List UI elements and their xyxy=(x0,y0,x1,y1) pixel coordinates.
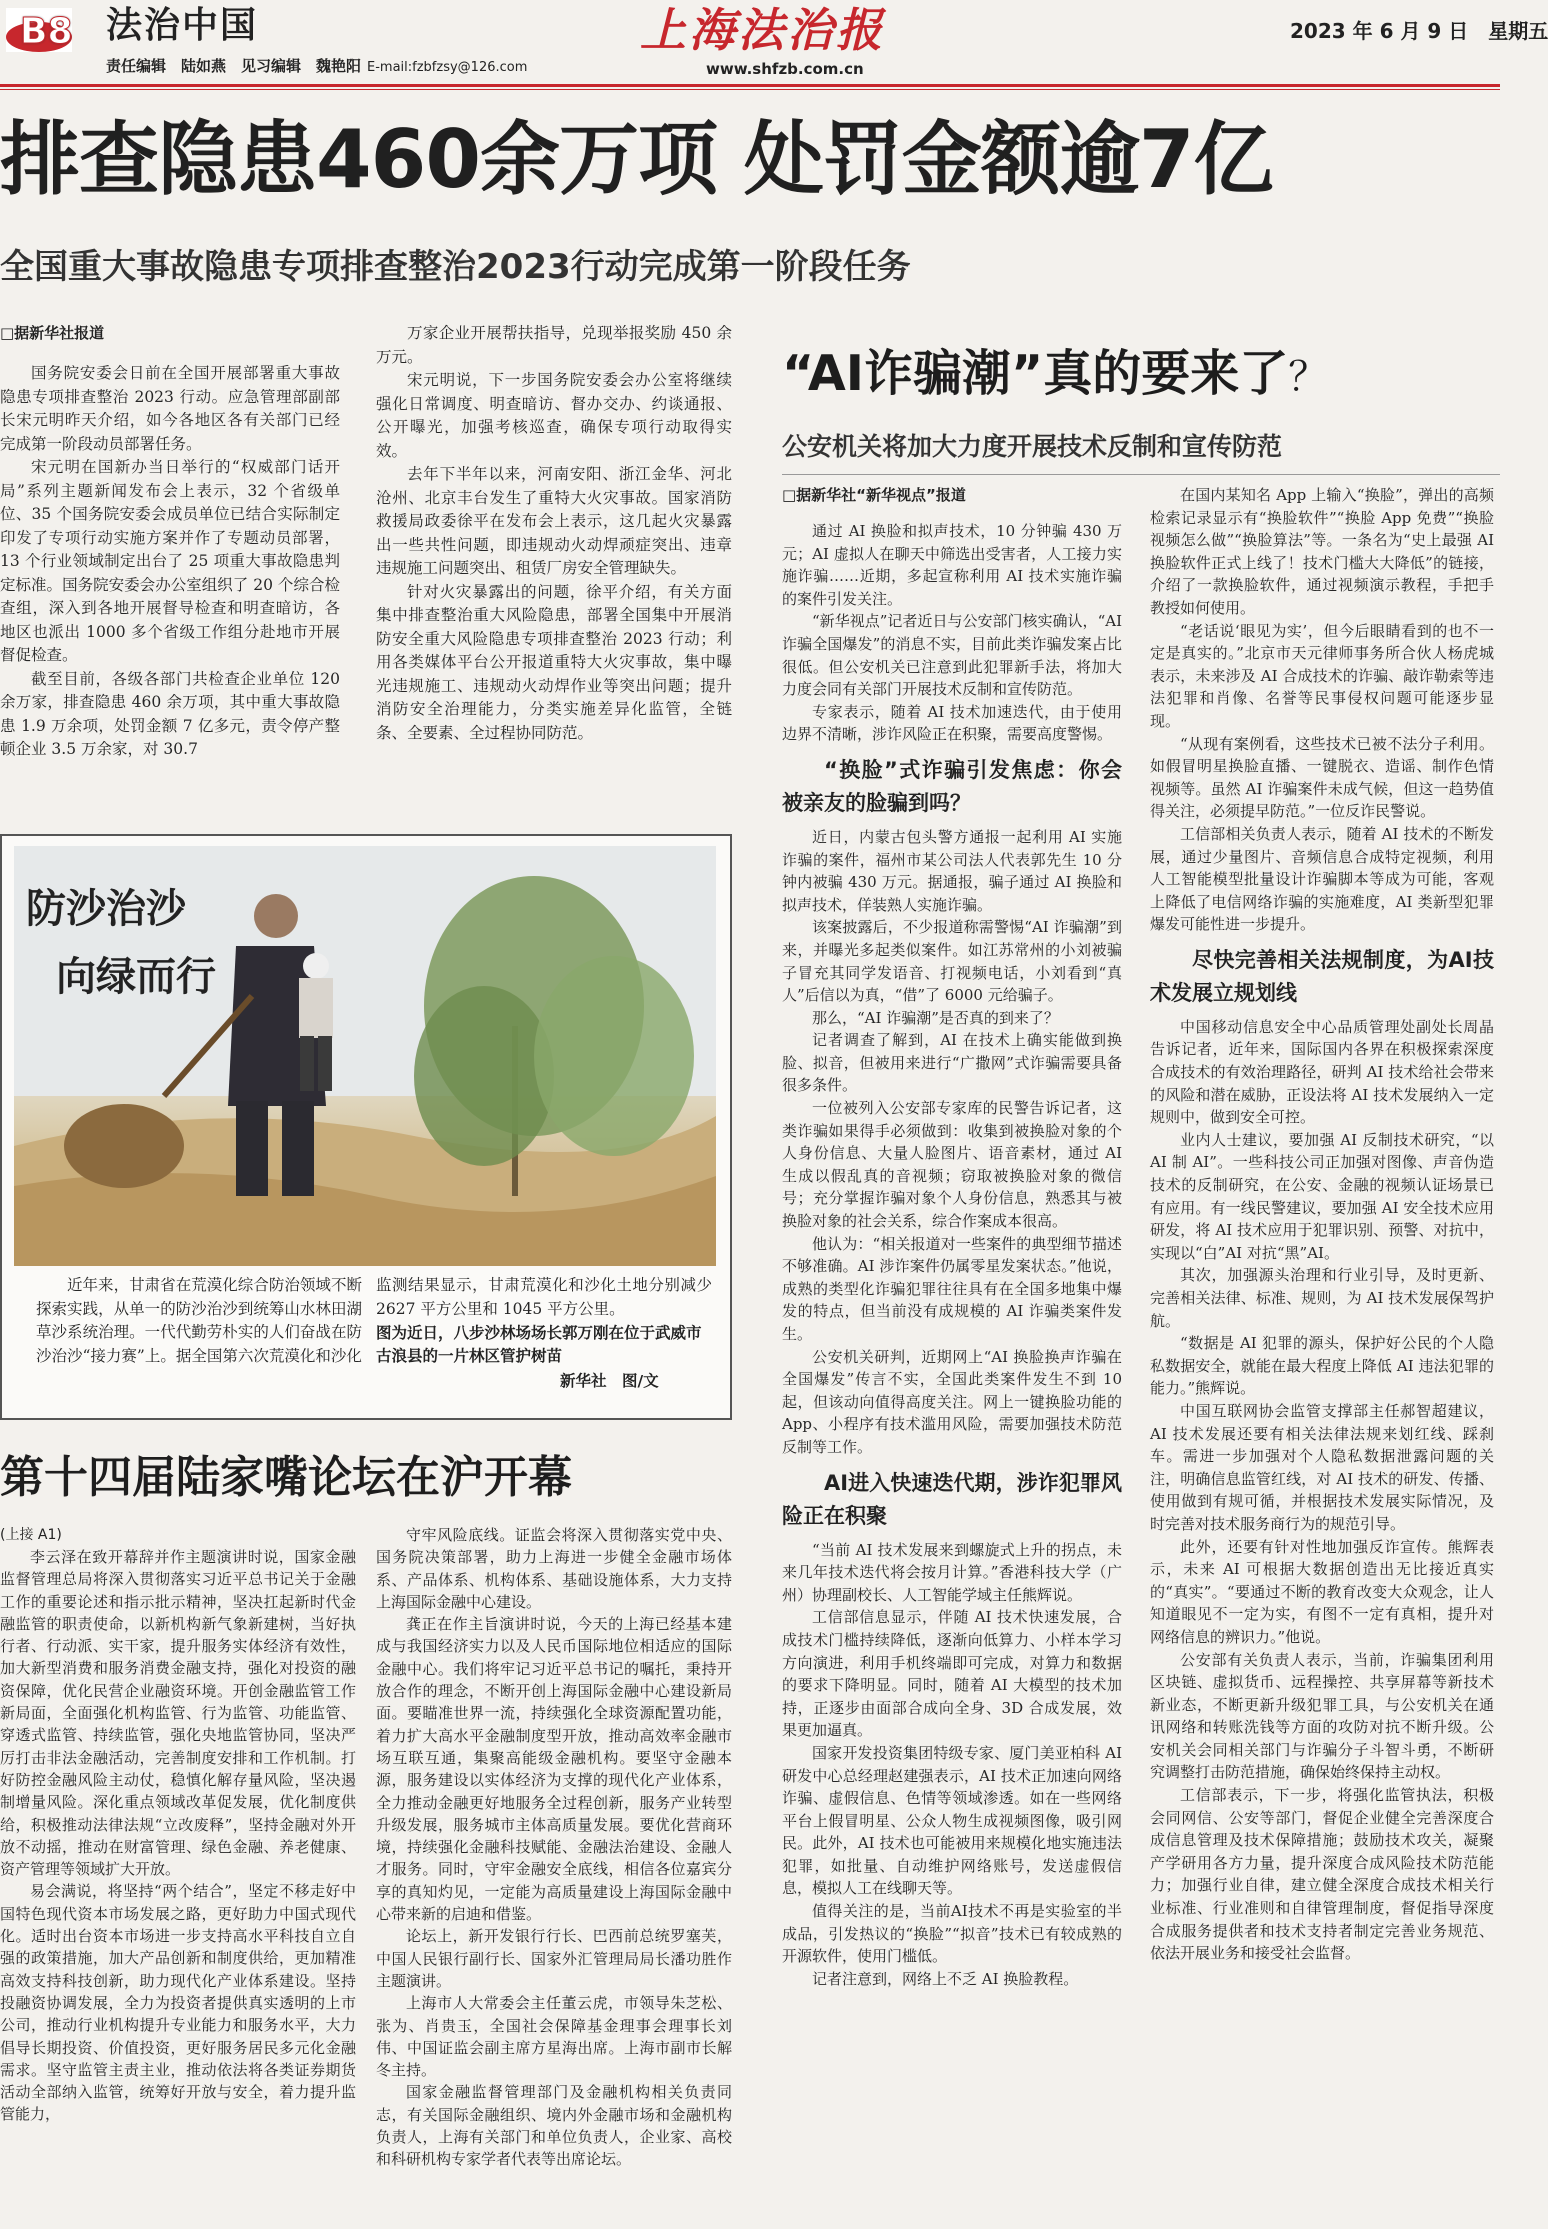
paragraph: 公安部有关负责人表示，当前，诈骗集团利用区块链、虚拟货币、远程操控、共享屏幕等新技术新业态，不断更新升级犯罪工具，与公安机关在通讯网络和转账洗钱等方面的攻防对抗不断升级。公安机关会同相关部门与诈骗分子斗智斗勇，不断研究调整打击防范措施，确保始终保持主动权。 xyxy=(1150,1650,1494,1782)
paragraph: “数据是 AI 犯罪的源头，保护好公民的个人隐私数据安全，就能在最大程度上降低 AI 违法犯罪的能力。”熊辉说。 xyxy=(1150,1334,1494,1398)
paragraph: 记者调查了解到，AI 在技术上确实能做到换脸、拟音，但被用来进行“广撒网”式诈骗需要具备很多条件。 xyxy=(782,1031,1122,1095)
paragraph: 近日，内蒙古包头警方通报一起利用 AI 实施诈骗的案件，福州市某公司法人代表郭先生 10 分钟内被骗 430 万元。据通报，骗子通过 AI 换脸和拟声技术，佯装熟人实施诈骗。 xyxy=(782,827,1122,914)
paragraph: 针对火灾暴露出的问题，徐平介绍，有关方面集中排查整治重大风险隐患，部署全国集中开展消防安全重大风险隐患专项排查整治 2023 行动；利用各类媒体平台公开报道重特大火灾事故，集中曝光违规施工、违规动火动焊作业等突出问题；提升消防安全治理能力，分类实施差异化监管，全链条、全要素、全过程协同防范。 xyxy=(376,582,732,742)
paragraph: 国家开发投资集团特级专家、厦门美亚柏科 AI 研发中心总经理赵建强表示，AI 技术正加速向网络诈骗、虚假信息、色情等领域渗透。如在一些网络平台上假冒明星、公众人物生成视频图像，吸引网民。此外，AI 技术也可能被用来规模化地实施违法犯罪，如批量、自动维护网络账号，发送虚假信息，模拟人工在线聊天等。 xyxy=(782,1743,1122,1898)
paragraph: 国家金融监督管理部门及金融机构相关负责同志，有关国际金融组织、境内外金融市场和金融机构负责人，上海有关部门和单位负责人，企业家、高校和科研机构专家学者代表等出席论坛。 xyxy=(376,2083,732,2169)
paragraph: 一位被列入公安部专家库的民警告诉记者，这类诈骗如果得手必须做到：收集到被换脸对象的个人身份信息、大量人脸图片、语音素材，通过 AI 生成以假乱真的音视频；窃取被换脸对象的微信号；充分掌握诈骗对象个人身份信息，熟悉其与被换脸对象的社会关系，综合作案成本很高。 xyxy=(782,1099,1122,1231)
paragraph: 此外，还要有针对性地加强反诈宣传。熊辉表示，未来 AI 可根据大数据创造出无比接近真实的“真实”。“要通过不断的教育改变大众观念，让人知道眼见不一定为实，有图不一定有真相，提升对网络信息的辨识力。”他说。 xyxy=(1150,1537,1494,1646)
photo-title-line-1: 防沙治沙 xyxy=(26,886,186,932)
paragraph: 守牢风险底线。证监会将深入贯彻落实党中央、国务院决策部署，助力上海进一步健全金融市场体系、产品体系、机构体系、基础设施体系，大力支持上海国际金融中心建设。 xyxy=(376,1526,732,1611)
photo-title-line-2: 向绿而行 xyxy=(56,954,216,1000)
paragraph: 那么，“AI 诈骗潮”是否真的到来了？ xyxy=(812,1008,1059,1027)
paragraph: “当前 AI 技术发展来到螺旋式上升的拐点，未来几年技术迭代将会按月计算。”香港科技大学（广州）协理副校长、人工智能学域主任熊辉说。 xyxy=(782,1540,1122,1604)
paragraph: 国务院安委会日前在全国开展部署重大事故隐患专项排查整治 2023 行动。应急管理部副部长宋元明昨天介绍，如今各地区各有关部门已经完成第一阶段动员部署任务。 xyxy=(0,364,340,453)
editor-email: E-mail:fzbfzsy@126.com xyxy=(367,60,528,75)
paragraph: 去年下半年以来，河南安阳、浙江金华、河北沧州、北京丰台发生了重特大火灾事故。国家消防救援局政委徐平在发布会上表示，这几起火灾暴露出一些共性问题，即违规动火动焊顽症突出、违章违规施工问题突出、租赁厂房安全管理缺失。 xyxy=(376,465,732,577)
forum-source: (上接 A1) xyxy=(0,1527,62,1543)
paragraph: 在国内某知名 App 上输入“换脸”，弹出的高频检索记录显示有“换脸软件”“换脸 App 免费”“换脸视频怎么做”“换脸算法”等。一条名为“史上最强 AI 换脸软件正式上线了！技术门槛大大降低”的链接，介绍了一款换脸软件，通过视频演示教程，手把手教授如何使用。 xyxy=(1150,486,1494,617)
paragraph: 业内人士建议，要加强 AI 反制技术研究，“以 AI 制 AI”。一些科技公司正加强对图像、声音伪造技术的反制研究，在公安、金融的视频认证场景已有应用。有一线民警建议，要加强 AI 安全技术应用研发，将 AI 技术应用于犯罪识别、预警、对抗中，实现以“白”AI 对抗“黑”AI。 xyxy=(1150,1130,1494,1262)
header-rule-thin xyxy=(0,89,1500,90)
ai-column-1 xyxy=(782,520,1122,2229)
paragraph: 公安机关研判，近期网上“AI 换脸换声诈骗在全国爆发”传言不实，全国此类案件发生不到 10 起，但该动向值得高度关注。网上一键换脸功能的 App、小程序有技术滥用风险，需要加强技术防范反制等工作。 xyxy=(782,1347,1122,1456)
forum-column-2 xyxy=(376,1524,732,2229)
paragraph: 截至目前，各级各部门共检查企业单位 120 余万家，排查隐患 460 余万项，其中重大事故隐患 1.9 万余项，处罚金额 7 亿多元，责令停产整顿企业 3.5 万余家，对 30.7 xyxy=(0,669,340,758)
section-title: 法治中国 xyxy=(106,5,259,46)
ai-crosshead-3: 尽快完善相关法规制度，为AI技术发展立规划线 xyxy=(1150,947,1494,1005)
paragraph: 工信部相关负责人表示，随着 AI 技术的不断发展，通过少量图片、音频信息合成特定视频，利用人工智能模型批量设计诈骗脚本等成为可能，客观上降低了电信网络诈骗的实施难度，AI 类新型犯罪爆发可能性进一步提升。 xyxy=(1150,824,1494,934)
ai-crosshead-2: AI进入快速迭代期，涉诈犯罪风险正在积聚 xyxy=(782,1470,1122,1528)
lead-headline: 排查隐患460余万项 处罚金额逾7亿 xyxy=(0,113,1273,206)
paragraph: 宋元明在国新办当日举行的“权威部门话开局”系列主题新闻发布会上表示，32 个省级单位、35 个国务院安委会成员单位已结合实际制定印发了专项行动实施方案并作了专题动员部署，13 个行业领域制定出台了 25 项重大事故隐患判定标准。国务院安委会办公室组织了 20 个综合检查组，深入到各地开展督导检查和明查暗访，各地区也派出 1000 多个省级工作组分赴地市开展督促检查。 xyxy=(0,458,340,664)
ai-source: □据新华社“新华视点”报道 xyxy=(782,486,966,504)
lead-column-2 xyxy=(376,322,732,812)
paragraph: “老话说‘眼见为实’，但今后眼睛看到的也不一定是真实的。”北京市天元律师事务所合伙人杨虎城表示，未来涉及 AI 合成技术的诈骗、敲诈勒索等违法犯罪和肖像、名誉等民事侵权问题可能逐步显现。 xyxy=(1150,621,1494,730)
masthead-logo: 上海法治报 xyxy=(640,3,885,57)
page-number: B8 xyxy=(20,11,73,52)
photo-credit: 新华社 图/文 xyxy=(560,1372,659,1390)
ai-headline-question: ？ xyxy=(1288,354,1329,400)
issue-date: 2023 年 6 月 9 日 星期五 xyxy=(1290,19,1548,43)
ai-column-2 xyxy=(1150,484,1494,2229)
paragraph: 他认为：“相关报道对一些案件的典型细节描述不够准确。AI 涉诈案件仍属零星发案状态。”他说，成熟的类型化诈骗犯罪往往具有在全国多地集中爆发的特点，但当前没有成规模的 AI 诈骗类案件发生。 xyxy=(782,1234,1122,1343)
ai-subhead: 公安机关将加大力度开展技术反制和宣传防范 xyxy=(782,432,1283,461)
paragraph: “新华视点”记者近日与公安部门核实确认，“AI 诈骗全国爆发”的消息不实，目前此类诈骗发案占比很低。但公安机关已注意到此犯罪新手法，将加大力度会同有关部门开展技术反制和宣传防范。 xyxy=(782,612,1122,699)
paragraph: 中国移动信息安全中心品质管理处副处长周晶告诉记者，近年来，国际国内各界在积极探索深度合成技术的有效治理路径，研判 AI 技术给社会带来的风险和潜在威胁，正设法将 AI 技术发展纳入一定规则中，做到安全可控。 xyxy=(1150,1017,1494,1127)
paragraph: 易会满说，将坚持“两个结合”，坚定不移走好中国特色现代资本市场发展之路，更好助力中国式现代化。适时出台资本市场进一步支持高水平科技自立自强的政策措施，加大产品创新和制度供给，更加精准高效支持科技创新，助力现代化产业体系建设。坚持投融资协调发展，全力为投资者提供真实透明的上市公司，推动行业机构提升专业能力和服务水平，大力倡导长期投资、价值投资，更好服务居民多元化金融需求。坚守监管主责主业，推动依法将各类证券期货活动全部纳入监管，统筹好开放与安全，着力提升监管能力， xyxy=(0,1882,356,2124)
page-number-badge xyxy=(6,8,72,52)
photo-caption-left: 近年来，甘肃省在荒漠化综合防治领域不断探索实践，从单一的防沙治沙到统筹山水林田湖草沙系统治理。一代代勤劳朴实的人们奋战在防沙治沙“接力赛”上。据全国第六次荒漠化和沙化 xyxy=(36,1276,362,1365)
paragraph: 该案披露后，不少报道称需警惕“AI 诈骗潮”到来，并曝光多起类似案件。如江苏常州的小刘被骗子冒充其同学发语音、打视频电话，小刘看到“真人”后信以为真，“借”了 6000 元给骗子。 xyxy=(782,918,1122,1005)
lead-source: □据新华社报道 xyxy=(0,324,105,342)
ai-subhead-rule xyxy=(782,474,1500,475)
paragraph: 中国互联网协会监管支撑部主任郝智超建议，AI 技术发展还要有相关法律法规来划红线、踩刹车。需进一步加强对个人隐私数据泄露问题的关注，明确信息监管红线，对 AI 技术的研发、传播、使用做到有规可循，并根据技术发展实际情况，及时完善对技术服务商行为的规范引导。 xyxy=(1150,1401,1494,1533)
paragraph: 专家表示，随着 AI 技术加速迭代，由于使用边界不清晰，涉诈风险正在积聚，需要高度警惕。 xyxy=(782,702,1122,744)
paragraph: 李云泽在致开幕辞并作主题演讲时说，国家金融监督管理总局将深入贯彻落实习近平总书记关于金融工作的重要论述和指示批示精神，坚决扛起新时代金融监管的职责使命，以新机构新气象新建树，当好执行者、行动派、实干家，提升服务实体经济有效性，加大新型消费和服务消费金融支持，强化对投资的融资保障，优化民营企业融资环境。开创金融监管工作新局面，全面强化机构监管、行为监管、功能监管、穿透式监管、持续监管，强化央地监管协同，坚决严厉打击非法金融活动，完善制度安排和工作机制。打好防控金融风险主动仗，稳慎化解存量风险，坚决遏制增量风险。深化重点领域改革促发展，优化制度供给，积极推动法律法规“立改废释”，坚持金融对外开放不动摇，推动在财富管理、绿色金融、养老健康、资产管理等领域扩大开放。 xyxy=(0,1548,356,1879)
paragraph: 论坛上，新开发银行行长、巴西前总统罗塞芙，中国人民银行副行长、国家外汇管理局局长潘功胜作主题演讲。 xyxy=(376,1927,732,1990)
paragraph: 其次，加强源头治理和行业引导，及时更新、完善相关法律、标准、规则，为 AI 技术发展保驾护航。 xyxy=(1150,1266,1494,1330)
header-rule xyxy=(0,84,1500,87)
paragraph: 宋元明说，下一步国务院安委会办公室将继续强化日常调度、明查暗访、督办交办、约谈通报、公开曝光，加强考核巡查，确保专项行动取得实效。 xyxy=(376,371,732,460)
paragraph: 记者注意到，网络上不乏 AI 换脸教程。 xyxy=(812,1969,1079,1988)
paragraph: 上海市人大常委会主任董云虎，市领导朱芝松、张为、肖贵玉，全国社会保障基金理事会理事长刘伟、中国证监会副主席方星海出席。上海市副市长解冬主持。 xyxy=(376,1994,732,2080)
paragraph: 通过 AI 换脸和拟声技术，10 分钟骗 430 万元；AI 虚拟人在聊天中筛选出受害者，人工接力实施诈骗……近期，多起宣称利用 AI 技术实施诈骗的案件引发关注。 xyxy=(782,522,1122,608)
ai-headline-text: “AI诈骗潮”真的要来了 xyxy=(782,345,1289,402)
lead-subhead: 全国重大事故隐患专项排查整治2023行动完成第一阶段任务 xyxy=(0,247,911,287)
forum-column-1 xyxy=(0,1546,356,2229)
lead-column-1 xyxy=(0,362,340,812)
paragraph: 工信部信息显示，伴随 AI 技术快速发展，合成技术门槛持续降低，逐渐向低算力、小样本学习方向演进，利用手机终端即可完成，对算力和数据的要求下降明显。同时，随着 AI 大模型的技术加持，正逐步由面部合成向全身、3D 合成发展，效果更加逼真。 xyxy=(782,1608,1122,1740)
photo-caption-bold: 图为近日，八步沙林场场长郭万刚在位于武威市古浪县的一片林区管护树苗 xyxy=(376,1324,702,1365)
editors: 责任编辑 陆如燕 见习编辑 魏艳阳 xyxy=(106,57,362,75)
ai-crosshead-1: “换脸”式诈骗引发焦虑：你会被亲友的脸骗到吗？ xyxy=(782,757,1122,815)
forum-headline: 第十四届陆家嘴论坛在沪开幕 xyxy=(0,1452,572,1503)
website-link[interactable]: www.shfzb.com.cn xyxy=(706,60,864,78)
paragraph: 值得关注的是，当前AI技术不再是实验室的半成品，引发热议的“换脸”“拟音”技术已有较成熟的开源软件，使用门槛低。 xyxy=(782,1902,1122,1966)
paragraph: 工信部表示，下一步，将强化监管执法，积极会同网信、公安等部门，督促企业健全完善深度合成信息管理及技术保障措施；鼓励技术攻关，凝聚产学研用各方力量，提升深度合成风险技术防范能力；加强行业自律，建立健全深度合成技术相关行业标准、行业准则和自律管理制度，督促指导深度合成服务提供者和技术支持者制定完善业务规范、依法开展业务和接受社会监督。 xyxy=(1150,1786,1494,1963)
photo-caption-right: 监测结果显示，甘肃荒漠化和沙化土地分别减少 2627 平方公里和 1045 平方公里。 xyxy=(376,1276,712,1318)
paragraph: 万家企业开展帮扶指导，兑现举报奖励 450 余万元。 xyxy=(376,324,732,366)
paragraph: 龚正在作主旨演讲时说，今天的上海已经基本建成与我国经济实力以及人民币国际地位相适应的国际金融中心。我们将牢记习近平总书记的嘱托，秉持开放合作的理念，不断开创上海国际金融中心建设新局面。要瞄准世界一流，持续强化全球资源配置功能，着力扩大高水平金融制度型开放，推动高效率金融市场互联互通，集聚高能级金融机构。要坚守金融本源，服务建设以实体经济为支撑的现代化产业体系，全力推动金融更好地服务全过程创新，服务产业转型升级发展，服务城市主体高质量发展。要优化营商环境，持续强化金融科技赋能、金融法治建设、金融人才服务。同时，守牢金融安全底线，相信各位嘉宾分享的真知灼见，一定能为高质量建设上海国际金融中心带来新的启迪和借鉴。 xyxy=(376,1615,732,1924)
ai-headline xyxy=(782,344,1328,407)
paragraph: “从现有案例看，这些技术已被不法分子利用。如假冒明星换脸直播、一键脱衣、造谣、制作色情视频等。虽然 AI 诈骗案件未成气候，但这一趋势值得关注，必须提早防范。”一位反诈民警说。 xyxy=(1150,734,1494,821)
editors-line xyxy=(106,56,527,78)
